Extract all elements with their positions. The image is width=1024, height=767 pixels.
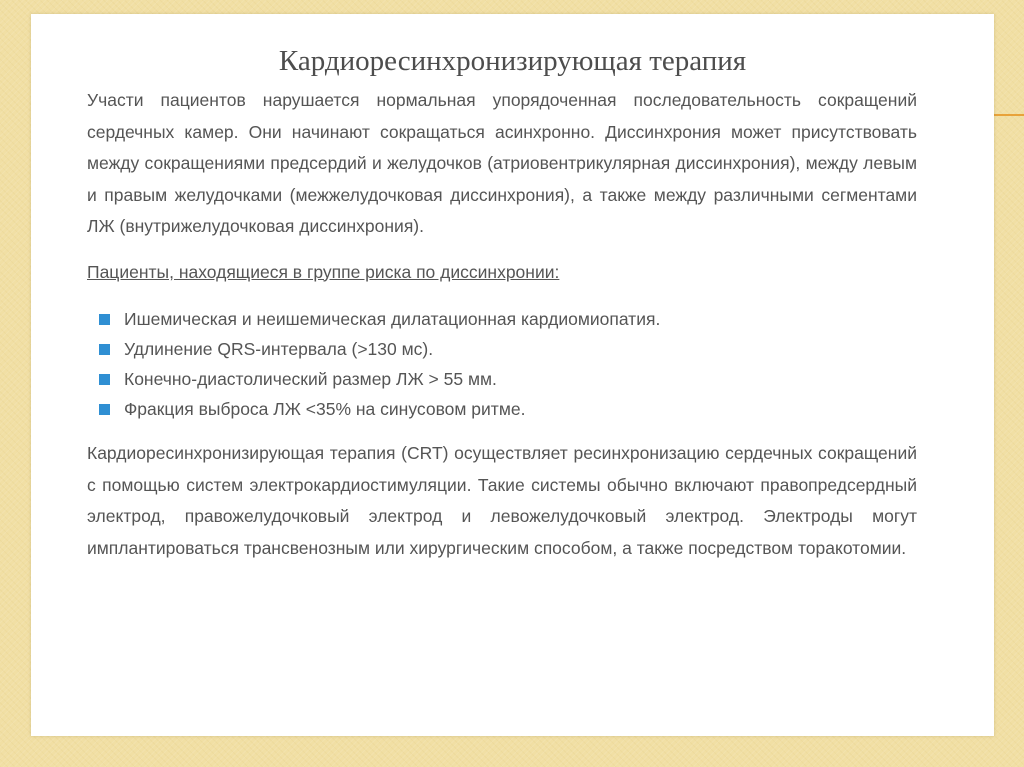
square-bullet-icon [99, 314, 110, 325]
square-bullet-icon [99, 404, 110, 415]
risk-group-heading: Пациенты, находящиеся в группе риска по диссинхронии: [87, 261, 560, 282]
list-item-label: Удлинение QRS-интервала (>130 мс). [124, 339, 434, 359]
square-bullet-icon [99, 374, 110, 385]
crt-description-paragraph: Кардиоресинхронизирующая терапия (CRT) осуществляет ресинхронизацию сердечных сокращений с помощью систем электрокардиостимуляции. Такие системы обычно включают правопредсердный электрод, правожелудочковый электрод и левожелудочковый электрод. Электроды могут имплантироваться трансвенозным или хирургическим способом, а также посредством торакотомии. [87, 443, 917, 558]
list-item-label: Конечно-диастолический размер ЛЖ > 55 мм. [124, 369, 497, 389]
slide-card [31, 14, 994, 736]
risk-factor-list [87, 304, 917, 424]
list-item-label: Ишемическая и неишемическая дилатационная кардиомиопатия. [124, 309, 661, 329]
list-item [87, 364, 917, 394]
square-bullet-icon [99, 344, 110, 355]
intro-paragraph: Участи пациентов нарушается нормальная упорядоченная последовательность сокращений сердечных камер. Они начинают сокращаться асинхронно. Диссинхрония может присутствовать между сокращениями предсердий и желудочков (атриовентрикулярная диссинхрония), между левым и правым желудочками (межжелудочковая диссинхрония), а также между различными сегментами ЛЖ (внутрижелудочковая диссинхрония). [87, 90, 917, 236]
accent-line [994, 114, 1024, 116]
slide-title: Кардиоресинхронизирующая терапия [278, 45, 747, 77]
slide-content [87, 85, 917, 564]
list-item-label: Фракция выброса ЛЖ <35% на синусовом ритме. [124, 399, 526, 419]
list-item [87, 334, 917, 364]
list-item [87, 304, 917, 334]
list-item [87, 394, 917, 424]
